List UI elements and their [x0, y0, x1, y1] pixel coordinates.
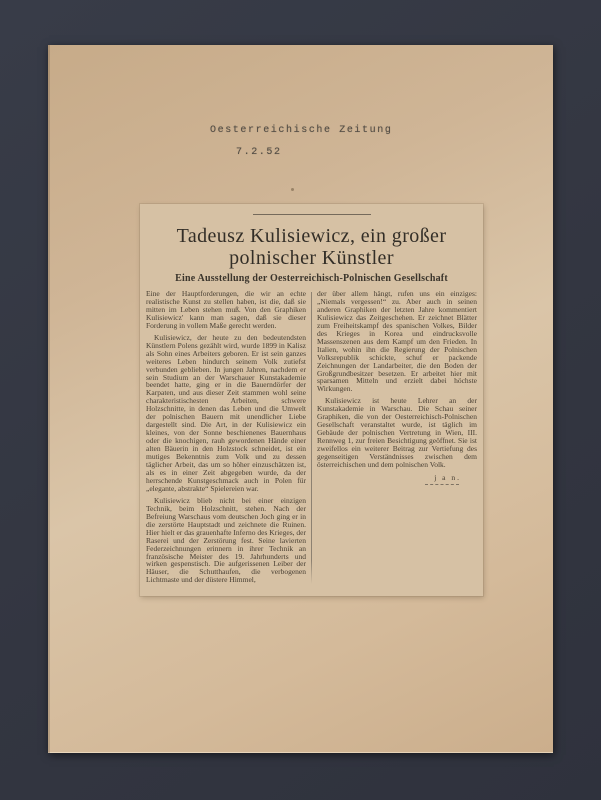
article-headline [140, 225, 483, 269]
clipping-date-label: 7.2.52 [236, 147, 282, 158]
author-signature: j a n. [434, 472, 461, 482]
left-column [146, 290, 306, 584]
article-columns [140, 290, 483, 584]
article-subheadline: Eine Ausstellung der Oesterreichisch-Polnischen Gesellschaft [175, 273, 448, 284]
headline-rule [253, 214, 371, 215]
signature-underline [425, 484, 459, 485]
typed-annotation [210, 125, 392, 158]
paragraph-4: der über allem hängt, rufen uns ein einziges: „Niemals vergessen!“ zu. Aber auch in seinen anderen Graphiken der letzten Jahre kommentiert Kulisiewicz das Zeitgeschehen. Er zeichnet Blätter zum Freiheitskampf des spanischen Volkes, Bilder des Krieges in Korea und eindrucksvolle Massenszenen aus dem Kampf um den Frieden. In Italien, wohin ihn die Regierung der Polnischen Volksrepublik schickte, schuf er packende Zeichnungen der Landarbeiter, die den Boden der Großgrundbesitzer besetzen. Er arbeitet hier mit sparsamen Mitteln und erzielt dabei höchste Wirkungen. [317, 289, 477, 394]
paragraph-2: Kulisiewicz, der heute zu den bedeutendsten Künstlern Polens gezählt wird, wurde 1899 in Kalisz als Sohn eines Arbeiters geboren. Er ist sein ganzes weiteres Leben hindurch seinem Volk zutiefst verbunden geblieben. In jungen Jahren, nachdem er sein Studium an der Warschauer Kunstakademie beendet hatte, ging er in die Bauerndörfer der Karpaten, und aus dieser Zeit stammen wohl seine charakteristischesten Arbeiten, schwere Holzschnitte, in denen das Leben und die Umwelt der polnischen Bauern mit unendlicher Liebe dargestellt sind. Die Art, in der Kulisiewicz ein kleines, von der Sonne beschienenes Bauernhaus oder die knochigen, rauh gewordenen Hände einer alten Bäuerin in den Holzstock schneidet, ist ein mutiges Bekenntnis zum Volk und zu dessen täglicher Arbeit, das um so höher einzuschätzen ist, als es in einer Zeit abgegeben wurde, da der herrschende Kunstgeschmack auch in Polen für „elegante, abstrakte“ Spielereien war. [146, 332, 306, 493]
headline-line-2: polnischer Künstler [229, 247, 394, 269]
paragraph-1: Eine der Hauptforderungen, die wir an echte realistische Kunst zu stellen haben, ist die, daß sie mitten im Leben stehen muß. Von den Graphiken Kulisiewicz' kann man sagen, daß sie dieser Forderung in vollem Maße gerecht werden. [146, 289, 306, 330]
paper-speck [291, 188, 294, 191]
column-divider [311, 292, 312, 584]
paper-sheet [48, 45, 553, 753]
paragraph-5: Kulisiewicz ist heute Lehrer an der Kunstakademie in Warschau. Die Schau seiner Graphiken, die von der Oesterreichisch-Polnischen Gesellschaft veranstaltet wurde, ist täglich im Gebäude der polnischen Vertretung in Wien, III. Rennweg 1, zur freien Besichtigung geöffnet. Sie ist zweifellos ein weiterer Beitrag zur Vertiefung des gegenseitigen Verständnisses zwischen dem österreichischen und dem polnischen Volk. [317, 396, 477, 470]
newspaper-source-label: Oesterreichische Zeitung [210, 125, 393, 136]
newspaper-clipping [140, 204, 483, 596]
headline-line-1: Tadeusz Kulisiewicz, ein großer [176, 225, 447, 247]
right-column [317, 290, 477, 584]
paragraph-3: Kulisiewicz blieb nicht bei einer einzigen Technik, beim Holzschnitt, stehen. Nach der Befreiung Warschaus vom deutschen Joch ging er in die zerstörte Hauptstadt und zeichnete die Ruinen. Hier hielt er das grauenhafte Inferno des Krieges, der Raserei und der Zerstörung fest. Seine lavierten Federzeichnungen erinnern in ihrer Technik an französische Meister des 19. Jahrhunderts und wirken gespenstisch. Die aufgerissenen Leiber der Häuser, die Schutthaufen, die verbogenen Lichtmaste und der düstere Himmel, [146, 495, 306, 585]
